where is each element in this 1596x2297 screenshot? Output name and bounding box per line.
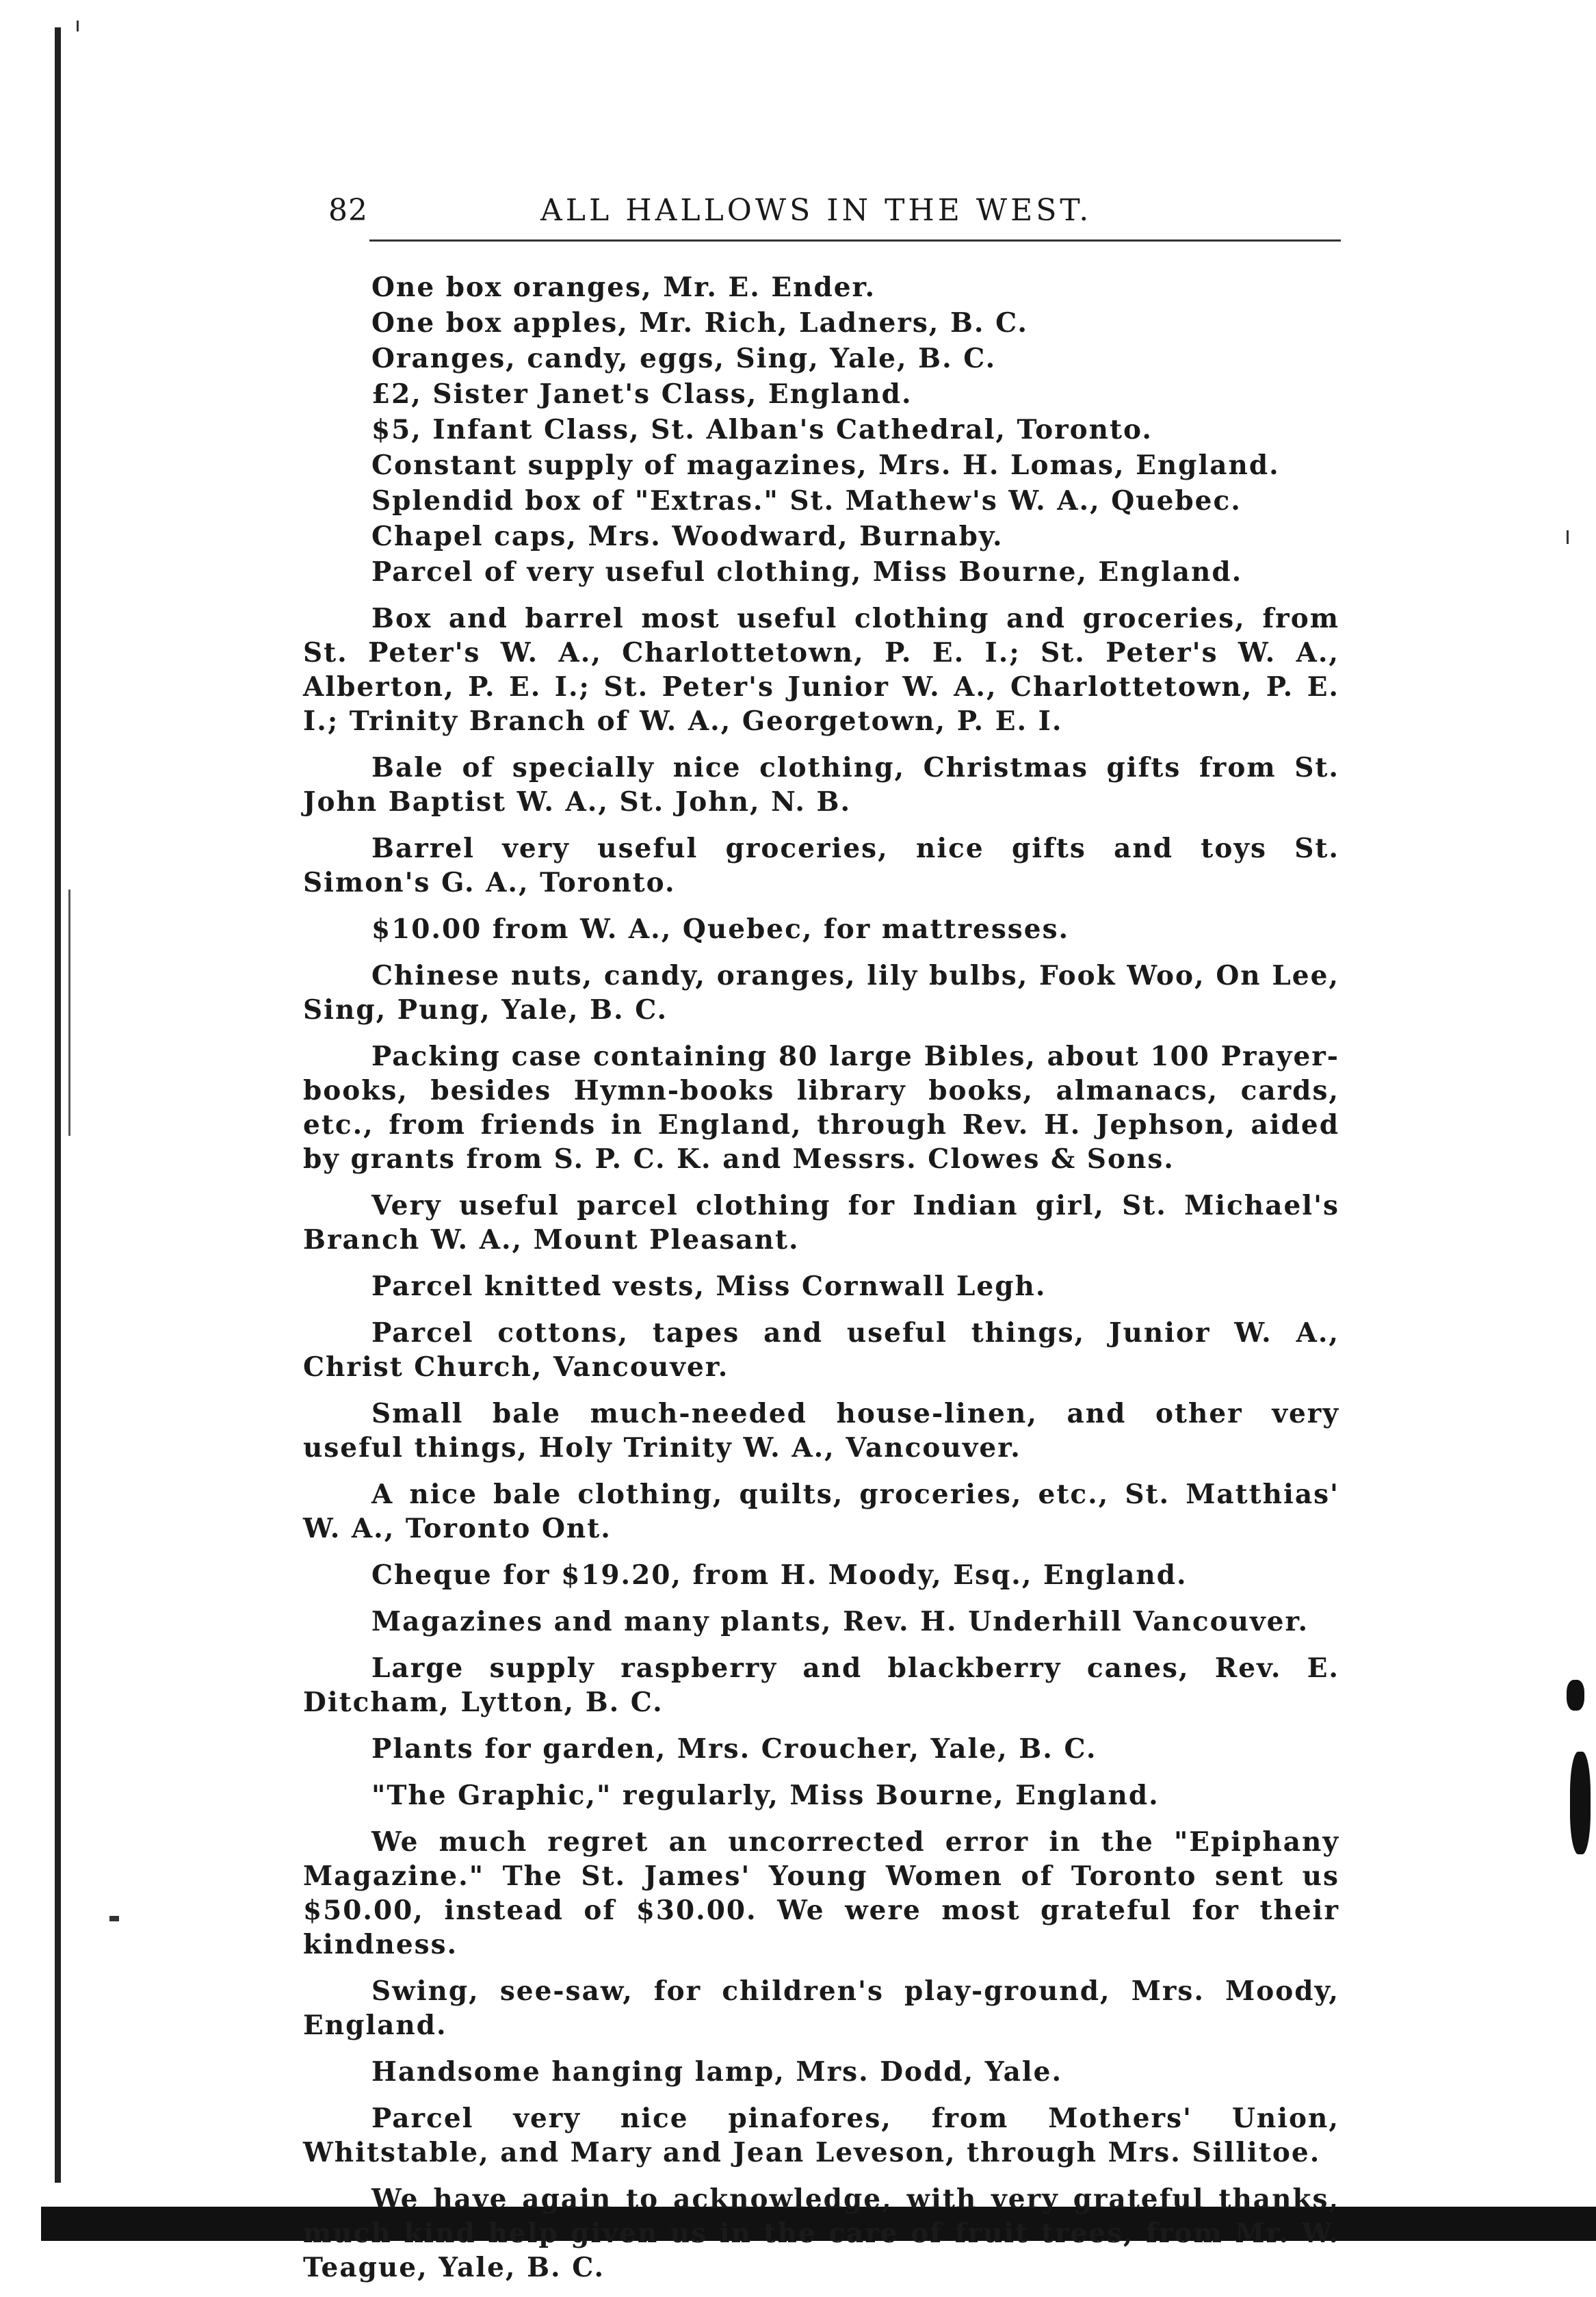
list-item: Barrel very useful groceries, nice gifts and toys St. Simon's G. A., Toronto.: [303, 833, 1339, 898]
list-item: Magazines and many plants, Rev. H. Underhill Vancouver.: [371, 1606, 1309, 1637]
list-item: Very useful parcel clothing for Indian girl, St. Michael's Branch W. A., Mount Pleasant.: [303, 1190, 1339, 1256]
list-item: Bale of specially nice clothing, Christmas gifts from St. John Baptist W. A., St. John, N. B.: [303, 752, 1339, 818]
list-item: Plants for garden, Mrs. Croucher, Yale, B. C.: [371, 1733, 1097, 1765]
list-item: $10.00 from W. A., Quebec, for mattresses.: [371, 913, 1070, 945]
list-item: We much regret an uncorrected error in the "Epiphany Magazine." The St. James' Young Women of Toronto sent us $50.00, instead of $30.00. We were most grateful for their kindness.: [303, 1826, 1339, 1960]
list-item: Small bale much-needed house-linen, and other very useful things, Holy Trinity W. A., Vancouver.: [303, 1398, 1339, 1464]
list-item: Oranges, candy, eggs, Sing, Yale, B. C.: [371, 343, 997, 374]
running-title: ALL HALLOWS IN THE WEST.: [540, 193, 1093, 228]
list-item: We have again to acknowledge, with very grateful thanks, much kind help given us in the care of fruit trees, from Mr. W. Teague, Yale, B. C.: [303, 2183, 1339, 2283]
scan-blot-upper: [1567, 1680, 1584, 1711]
list-item: Chapel caps, Mrs. Woodward, Burnaby.: [371, 521, 1004, 552]
scan-mark-top: [77, 21, 79, 31]
scan-blot-lower: [1570, 1752, 1591, 1854]
list-item: £2, Sister Janet's Class, England.: [371, 378, 913, 410]
header-rule: [369, 239, 1341, 242]
list-item: Large supply raspberry and blackberry canes, Rev. E. Ditcham, Lytton, B. C.: [303, 1652, 1339, 1718]
list-item: Splendid box of "Extras." St. Mathew's W. A., Quebec.: [371, 485, 1242, 517]
list-item: Chinese nuts, candy, oranges, lily bulbs, Fook Woo, On Lee, Sing, Pung, Yale, B. C.: [303, 960, 1339, 1026]
list-item: Parcel knitted vests, Miss Cornwall Legh.: [371, 1271, 1047, 1302]
list-item: Cheque for $19.20, from H. Moody, Esq., England.: [371, 1559, 1188, 1591]
list-item: Parcel of very useful clothing, Miss Bourne, England.: [371, 556, 1243, 588]
acknowledgements-list: [303, 270, 1339, 2297]
scan-mark-right: [1567, 530, 1569, 544]
list-item: Swing, see-saw, for children's play-ground, Mrs. Moody, England.: [303, 1975, 1339, 2041]
scan-edge-left-inner: [68, 890, 70, 1136]
scan-edge-left: [55, 27, 61, 2183]
list-item: A nice bale clothing, quilts, groceries, etc., St. Matthias' W. A., Toronto Ont.: [303, 1479, 1339, 1544]
list-item: Handsome hanging lamp, Mrs. Dodd, Yale.: [371, 2056, 1063, 2088]
list-item: One box oranges, Mr. E. Ender.: [371, 272, 876, 303]
page-header: [328, 193, 1341, 234]
list-item: One box apples, Mr. Rich, Ladners, B. C.: [371, 307, 1028, 339]
list-item: Box and barrel most useful clothing and groceries, from St. Peter's W. A., Charlottetown, P. E. I.; St. Peter's W. A., Alberton, P. E. I.; St. Peter's Junior W. A., Charlottetown, P. E. I.; Trinity Branch of W. A., Georgetown, P. E. I.: [303, 603, 1339, 737]
list-item: $5, Infant Class, St. Alban's Cathedral, Toronto.: [371, 414, 1153, 445]
list-item: Constant supply of magazines, Mrs. H. Lomas, England.: [371, 450, 1280, 481]
list-item: Parcel very nice pinafores, from Mothers' Union, Whitstable, and Mary and Jean Leveson, through Mrs. Sillitoe.: [303, 2103, 1339, 2168]
list-item: Parcel cottons, tapes and useful things, Junior W. A., Christ Church, Vancouver.: [303, 1317, 1339, 1383]
scan-mark-left: [109, 1916, 119, 1921]
list-item: Packing case containing 80 large Bibles, about 100 Prayer-books, besides Hymn-books library books, almanacs, cards, etc., from friends in England, through Rev. H. Jephson, aided by grants from S. P. C. K. and Messrs. Clowes & Sons.: [303, 1041, 1339, 1175]
list-item: "The Graphic," regularly, Miss Bourne, England.: [371, 1780, 1160, 1811]
page-number: 82: [328, 193, 368, 228]
